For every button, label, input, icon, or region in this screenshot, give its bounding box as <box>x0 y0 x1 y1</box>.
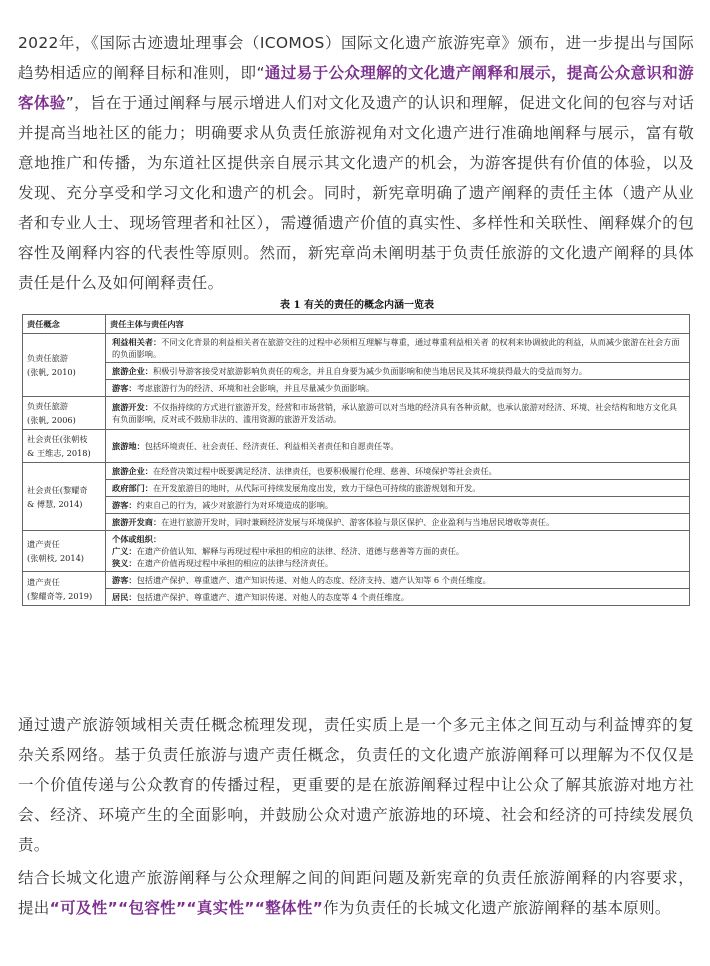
highlight-text: “整体性” <box>254 899 324 917</box>
concept-text: 社会责任(黎耀奇 <box>27 484 88 495</box>
concept-cell <box>23 531 106 572</box>
content-cell <box>106 514 690 531</box>
content-text: 考虑旅游行为的经济、环境和社会影响，并且尽量减少负面影响。 <box>136 383 375 393</box>
table-row <box>23 497 690 514</box>
responsibility-table <box>22 314 690 606</box>
subject-label: 居民： <box>112 592 137 602</box>
content-cell <box>106 589 690 606</box>
table-row <box>23 380 690 397</box>
concept-text: 负责任旅游 <box>27 353 68 363</box>
table-header-row <box>23 315 690 334</box>
concept-cell <box>23 334 106 397</box>
subject-label: 利益相关者： <box>112 337 162 347</box>
paragraph-text: ”，旨在于通过阐释与展示增进人们对文化及遗产的认识和理解，促进文化间的包容与对话并提高当地社区的能力；明确要求从负责任旅游视角对文化遗产进行准确地阐释与展示，富有敬意地推广和传播，为东道社区提供亲自展示其文化遗产的机会，为游客提供有价值的体验，以及发现、充分享受和学习文化和遗产的机会。同时，新宪章明确了遗产阐释的责任主体（遗产从业者和专业人士、现场管理者和社区），需遵循遗产价值的真实性、多样性和关联性、阐释媒介的包容性及阐释内容的代表性等原则。然而，新宪章尚未阐明基于负责任旅游的文化遗产阐释的具体责任是什么及如何阐释责任。 <box>18 94 694 292</box>
subline-text: 在遗产价值认知、解释与再现过程中承担的相应的法律、经济、道德与慈善等方面的责任。 <box>136 546 465 556</box>
concept-cell <box>23 397 106 430</box>
table-title: 表 1 有关的责任的概念内涵一览表 <box>280 300 434 311</box>
content-text: 积极引导游客接受对旅游影响负责任的观念，并且自身要为减少负面影响和使当地居民及其环境获得最大的受益而努力。 <box>152 366 587 376</box>
table-row <box>23 430 690 463</box>
subject-label: 旅游开发： <box>112 402 153 412</box>
paragraph-text: 2022年，《国际古迹遗址理事会（ICOMOS）国际文化遗产旅游宪章》颁布，进一步提出与国际趋势相适应的阐释目标和准则，即“ <box>18 34 694 82</box>
concept-text: & 傅慧, 2014) <box>27 498 83 509</box>
table-row <box>23 480 690 497</box>
content-cell <box>106 334 690 363</box>
concept-cell <box>23 572 106 606</box>
subject-label: 游客： <box>112 383 137 393</box>
paragraph-charter <box>18 28 694 298</box>
content-text: 在进行旅游开发时，同时兼顾经济发展与环境保护、游客体验与景区保护、企业盈利与当地居民增收等责任。 <box>161 517 555 527</box>
subject-label: 旅游企业： <box>112 366 153 376</box>
subject-label: 旅游企业： <box>112 466 153 476</box>
content-cell <box>106 397 690 430</box>
content-cell <box>106 363 690 380</box>
content-cell <box>106 572 690 589</box>
paragraph-text: 作为负责任的长城文化遗产旅游阐释的基本原则。 <box>323 899 671 917</box>
highlight-text: 通过易于公众理解的文化遗产阐释和展示，提高公众意识和游客体验 <box>18 64 694 112</box>
table-row <box>23 363 690 380</box>
concept-text: 社会责任(张朝枝 <box>27 434 88 444</box>
content-cell <box>106 380 690 397</box>
content-text: 在经营决策过程中既要满足经济、法律责任，也要积极履行伦理、慈善、环境保护等社会责任。 <box>152 466 497 476</box>
concept-text: (张朝枝, 2014) <box>27 553 84 563</box>
content-text: 包括环境责任、社会责任、经济责任、利益相关者责任和自愿责任等。 <box>144 441 399 451</box>
highlight-text: “包容性” <box>117 899 187 917</box>
table-row <box>23 463 690 480</box>
subline-label: 广义： <box>112 546 137 556</box>
content-text: 包括遗产保护、尊重遗产、遗产知识传递、对他人的态度等 4 个责任维度。 <box>136 592 409 602</box>
content-cell <box>106 497 690 514</box>
table-row <box>23 589 690 606</box>
concept-text: & 王维志, 2018) <box>27 448 91 458</box>
concept-cell <box>23 463 106 531</box>
subject-label: 旅游开发商： <box>112 517 162 527</box>
subject-label: 政府部门： <box>112 483 153 493</box>
subject-label: 游客： <box>112 500 137 510</box>
content-cell <box>106 531 690 572</box>
content-cell <box>106 480 690 497</box>
paragraph-principles <box>18 863 694 923</box>
subline-label: 狭义： <box>112 558 137 568</box>
concept-text: (张帆, 2006) <box>27 415 76 425</box>
header-concept: 责任概念 <box>23 315 106 334</box>
table-body <box>23 334 690 606</box>
paragraph-responsibility: 通过遗产旅游领域相关责任概念梳理发现，责任实质上是一个多元主体之间互动与利益博弈的复杂关系网络。基于负责任旅游与遗产责任概念，负责任的文化遗产旅游阐释可以理解为不仅仅是一个价值传递与公众教育的传播过程，更重要的是在旅游阐释过程中让公众了解其旅游对地方社会、经济、环境产生的全面影响，并鼓励公众对遗产旅游地的环境、社会和经济的可持续发展负责。 <box>18 716 694 854</box>
highlight-text: “真实性” <box>186 899 255 917</box>
content-subline <box>112 557 685 569</box>
subject-label: 个体或组织： <box>112 534 162 544</box>
table-row <box>23 531 690 572</box>
content-cell <box>106 430 690 463</box>
content-text: 约束自己的行为，减少对旅游行为对环境造成的影响。 <box>136 500 334 510</box>
table-row <box>23 514 690 531</box>
concept-text: 遗产责任 <box>27 576 60 587</box>
concept-text: 负责任旅游 <box>27 401 68 411</box>
table-row <box>23 572 690 589</box>
header-content: 责任主体与责任内容 <box>106 315 690 334</box>
subline-text: 在遗产价值再现过程中承担的相应的法律与经济责任。 <box>136 558 334 568</box>
table-figure <box>22 296 692 682</box>
table-row <box>23 334 690 363</box>
content-text: 不同文化背景的利益相关者在旅游交往的过程中必须相互理解与尊重，通过尊重利益相关者 的权利来协调彼此的利益，从而减少旅游在社会方面的负面影响。 <box>112 337 680 359</box>
concept-text: (黎耀奇等, 2019) <box>27 590 93 601</box>
concept-text: 遗产责任 <box>27 539 60 549</box>
content-subline <box>112 545 685 557</box>
subject-label: 旅游地： <box>112 441 145 451</box>
subject-label: 游客： <box>112 575 137 585</box>
concept-cell <box>23 430 106 463</box>
paragraph-text: 结合长城文化遗产旅游阐释与公众理解之间的间距问题及新宪章的负责任旅游阐释的内容要求，提出 <box>18 869 694 917</box>
content-text: 在开发旅游目的地时，从代际可持续发展角度出发，致力于绿色可持续的旅游规划和开发。 <box>152 483 481 493</box>
table-row <box>23 397 690 430</box>
concept-text: (张帆, 2010) <box>27 367 76 377</box>
content-text: 不仅指持续的方式进行旅游开发，经营和市场营销，承认旅游可以对当地的经济具有各种贡献，也承认旅游对经济、环境、社会结构和地方文化具有负面影响，反对或不鼓励非法的、滥用资源的旅游开发活动。 <box>112 402 677 424</box>
content-cell <box>106 463 690 480</box>
highlight-text: “可及性” <box>49 899 118 917</box>
content-text: 包括遗产保护、尊重遗产、遗产知识传递、对他人的态度、经济支持、遗产认知等 6 个责任维度。 <box>136 575 491 585</box>
